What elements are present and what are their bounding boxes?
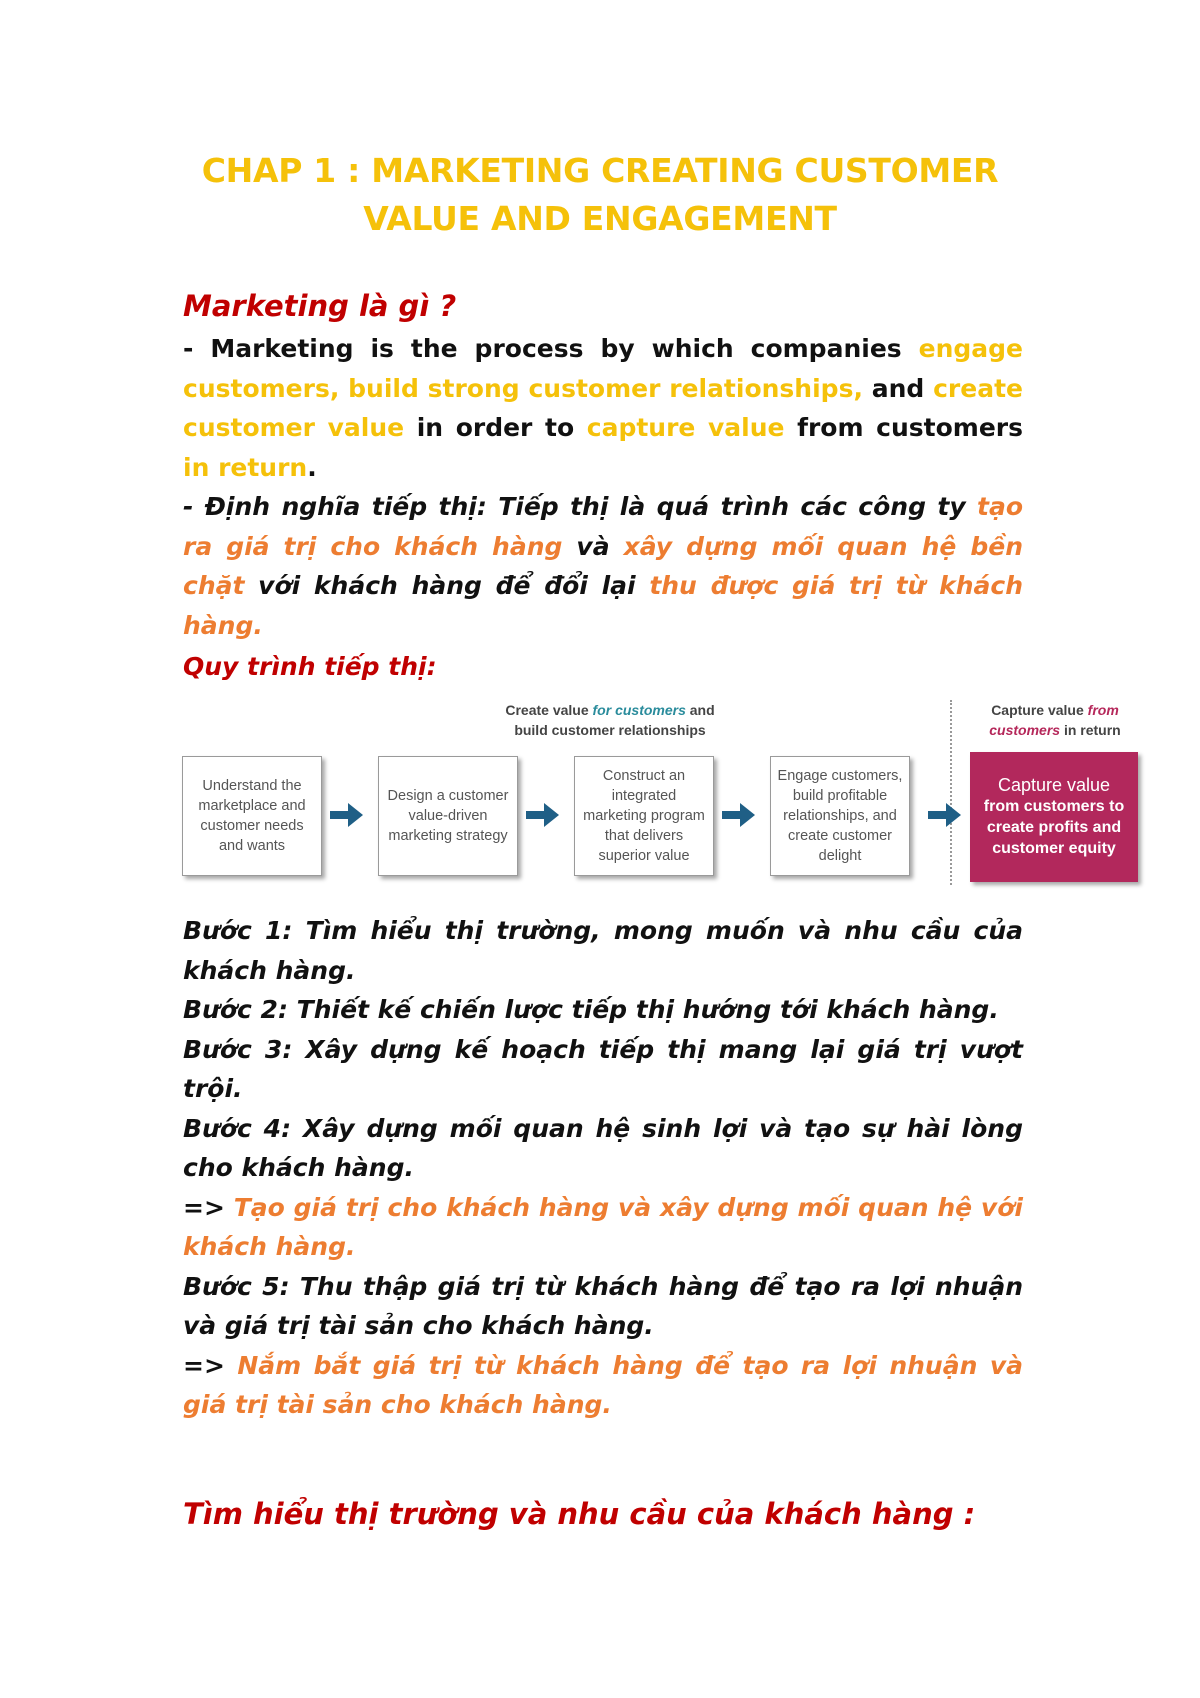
diagram-header-capture-value — [970, 700, 1140, 740]
text-segment: và — [562, 531, 624, 561]
step-3 — [183, 1030, 1023, 1109]
text-segment: . — [307, 452, 317, 482]
process-step-box-capture-value — [970, 752, 1138, 882]
result-arrow: => — [183, 1192, 234, 1222]
heading-marketing-process: Quy trình tiếp thị: — [183, 652, 437, 681]
step-1 — [183, 911, 1023, 990]
paragraph-vietnamese-definition — [183, 487, 1023, 645]
diagram-header-text: customers — [989, 722, 1061, 738]
step-5 — [183, 1267, 1023, 1346]
step-label: Bước 1 — [183, 916, 283, 945]
result-text: Nắm bắt giá trị từ khách hàng để tạo ra lợi nhuận và giá trị tài sản cho khách hàng. — [183, 1350, 1023, 1419]
text-segment: from customers — [784, 413, 1023, 442]
process-step-box-3: Construct an integrated marketing program that delivers superior value — [574, 756, 714, 876]
step-label: Bước 2 — [183, 995, 278, 1024]
step-label: Bước 5 — [183, 1271, 280, 1301]
highlight-create-value: create customer value — [183, 373, 1023, 442]
text-segment: - Marketing is the process by which companies — [183, 334, 919, 363]
diagram-header-text: in return — [1060, 722, 1121, 738]
step-text: : Thu thập giá trị từ khách hàng để tạo ra lợi nhuận và giá trị tài sản cho khách hàng. — [183, 1271, 1024, 1340]
chapter-title — [0, 147, 1200, 243]
text-segment: với khách hàng để đổi lại — [244, 571, 650, 600]
diagram-header-create-value — [370, 700, 850, 740]
arrow-right-icon — [722, 800, 756, 830]
result-arrow: => — [183, 1350, 238, 1380]
diagram-header-text: build customer relationships — [514, 722, 706, 738]
result-text: Tạo giá trị cho khách hàng và xây dựng mối quan hệ với khách hàng. — [183, 1192, 1023, 1261]
highlight-in-return: in return — [183, 452, 308, 482]
step-text: : Xây dựng kế hoạch tiếp thị mang lại giá trị vượt trội. — [183, 1034, 1023, 1103]
text-segment: and — [862, 373, 934, 403]
process-steps — [183, 911, 1023, 1425]
paragraph-english-definition — [183, 329, 1023, 487]
highlight-engage: engage customers, build strong customer relationships, — [183, 334, 1023, 403]
highlight-xay-dung: xây dựng mối quan hệ bền chặt — [183, 531, 1023, 600]
process-step-box-1: Understand the marketplace and customer needs and wants — [182, 756, 322, 876]
arrow-right-icon — [526, 800, 560, 830]
step-text: : Xây dựng mối quan hệ sinh lợi và tạo sự hài lòng cho khách hàng. — [183, 1113, 1023, 1182]
text-segment: - Định nghĩa tiếp thị — [183, 492, 477, 521]
text-segment: : Tiếp thị là quá trình các công ty — [476, 492, 978, 521]
chapter-title-line-1: CHAP 1 : MARKETING CREATING CUSTOMER — [201, 151, 999, 190]
diagram-header-text: Create value — [505, 702, 593, 718]
diagram-header-text: for customers — [592, 702, 686, 718]
process-step-box-4: Engage customers, build profitable relationships, and create customer delight — [770, 756, 910, 876]
text-segment: in order to — [404, 413, 587, 442]
process-step-box-2: Design a customer value-driven marketing strategy — [378, 756, 518, 876]
heading-market-understanding: Tìm hiểu thị trường và nhu cầu của khách hàng : — [183, 1497, 976, 1531]
highlight-capture-value: capture value — [586, 413, 785, 442]
result-1 — [183, 1188, 1023, 1267]
final-box-subtitle: from customers to create profits and customer equity — [983, 798, 1125, 857]
step-text: : Thiết kế chiến lược tiếp thị hướng tới khách hàng. — [277, 995, 999, 1024]
highlight-thu-duoc: thu được giá trị từ khách hàng. — [183, 571, 1023, 640]
arrow-right-icon — [330, 800, 364, 830]
diagram-divider — [950, 700, 952, 885]
step-text: : Tìm hiểu thị trường, mong muốn và nhu cầu của khách hàng. — [183, 916, 1023, 985]
final-box-title: Capture value — [997, 775, 1111, 795]
diagram-header-text: and — [685, 702, 715, 718]
diagram-header-text: Capture value — [991, 702, 1088, 718]
step-4 — [183, 1109, 1023, 1188]
result-2 — [183, 1346, 1023, 1425]
step-label: Bước 4 — [183, 1113, 282, 1143]
diagram-header-text: from — [1087, 702, 1119, 718]
step-2 — [183, 990, 1023, 1030]
arrow-right-icon — [928, 800, 962, 830]
heading-marketing-definition: Marketing là gì ? — [183, 289, 457, 323]
step-label: Bước 3 — [183, 1034, 283, 1064]
highlight-tao-gia-tri: tạo ra giá trị cho khách hàng — [183, 492, 1024, 561]
marketing-process-diagram — [180, 700, 1150, 890]
chapter-title-line-2: VALUE AND ENGAGEMENT — [363, 199, 837, 238]
